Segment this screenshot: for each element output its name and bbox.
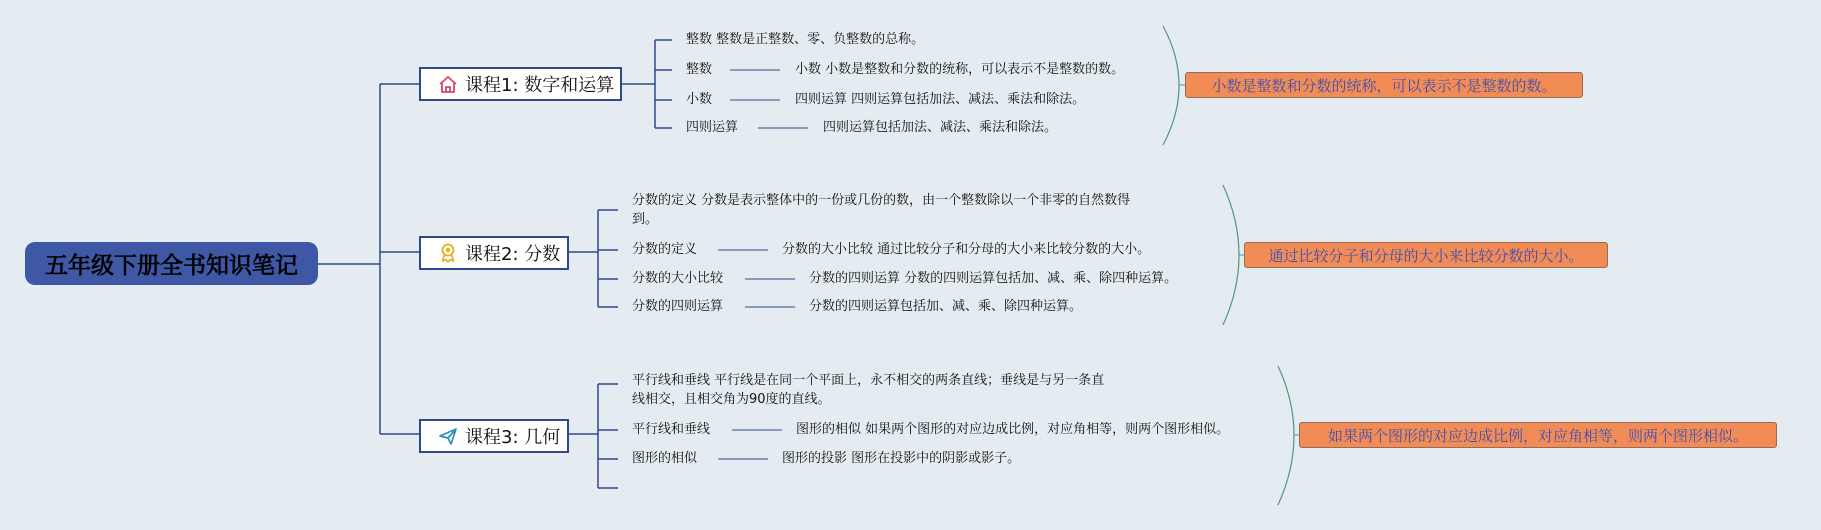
course-2-item-3-right: 分数的四则运算 分数的四则运算包括加、减、乘、除四种运算。 (809, 271, 1178, 286)
course-1-label: 课程1: 数字和运算 (465, 75, 615, 96)
course-2-label: 课程2: 分数 (465, 244, 561, 265)
course-1-summary: 小数是整数和分数的统称，可以表示不是整数的数。 (1185, 72, 1583, 98)
course-2-item-2-right: 分数的大小比较 通过比较分子和分母的大小来比较分数的大小。 (782, 242, 1151, 257)
home-icon (437, 73, 459, 95)
course-2-item-3-left: 分数的大小比较 (632, 271, 724, 286)
course-3-item-3-right: 图形的投影 图形在投影中的阴影或影子。 (782, 451, 1021, 466)
course-1-item-2-right: 小数 小数是整数和分数的统称，可以表示不是整数的数。 (795, 62, 1125, 77)
award-ribbon-icon (437, 242, 459, 264)
course-1-item-4-left: 四则运算 (686, 120, 739, 135)
course-3-item-2-left: 平行线和垂线 (632, 422, 711, 437)
course-3-node[interactable] (419, 419, 569, 453)
course-1-item-2-left: 整数 (686, 62, 713, 77)
course-1-item-3-right: 四则运算 四则运算包括加法、减法、乘法和除法。 (795, 92, 1086, 107)
course-1-item-3-left: 小数 (686, 92, 713, 107)
course-2-item-4-left: 分数的四则运算 (632, 299, 724, 314)
course-3-summary: 如果两个图形的对应边成比例，对应角相等，则两个图形相似。 (1299, 422, 1777, 448)
paper-plane-icon (437, 425, 459, 447)
course-2-summary: 通过比较分子和分母的大小来比较分数的大小。 (1244, 242, 1608, 268)
course-2-item-4-right: 分数的四则运算包括加、减、乘、除四种运算。 (809, 299, 1083, 314)
course-2-node[interactable] (419, 236, 569, 270)
course-3-item-1-left: 平行线和垂线 平行线是在同一个平面上，永不相交的两条直线；垂线是与另一条直线相交，且相交角为90度的直线。 (632, 373, 1105, 407)
course-3-item-3-left: 图形的相似 (632, 451, 698, 466)
course-1-item-1-left: 整数 整数是正整数、零、负整数的总称。 (686, 32, 925, 47)
course-1-item-4-right: 四则运算包括加法、减法、乘法和除法。 (823, 120, 1058, 135)
root-node[interactable]: 五年级下册全书知识笔记 (25, 242, 318, 285)
course-3-label: 课程3: 几何 (465, 427, 561, 448)
course-1-node[interactable] (419, 67, 622, 101)
course-3-item-2-right: 图形的相似 如果两个图形的对应边成比例，对应角相等，则两个图形相似。 (796, 422, 1230, 437)
course-2-item-2-left: 分数的定义 (632, 242, 698, 257)
course-2-item-1-left: 分数的定义 分数是表示整体中的一份或几份的数，由一个整数除以一个非零的自然数得到。 (632, 193, 1131, 227)
